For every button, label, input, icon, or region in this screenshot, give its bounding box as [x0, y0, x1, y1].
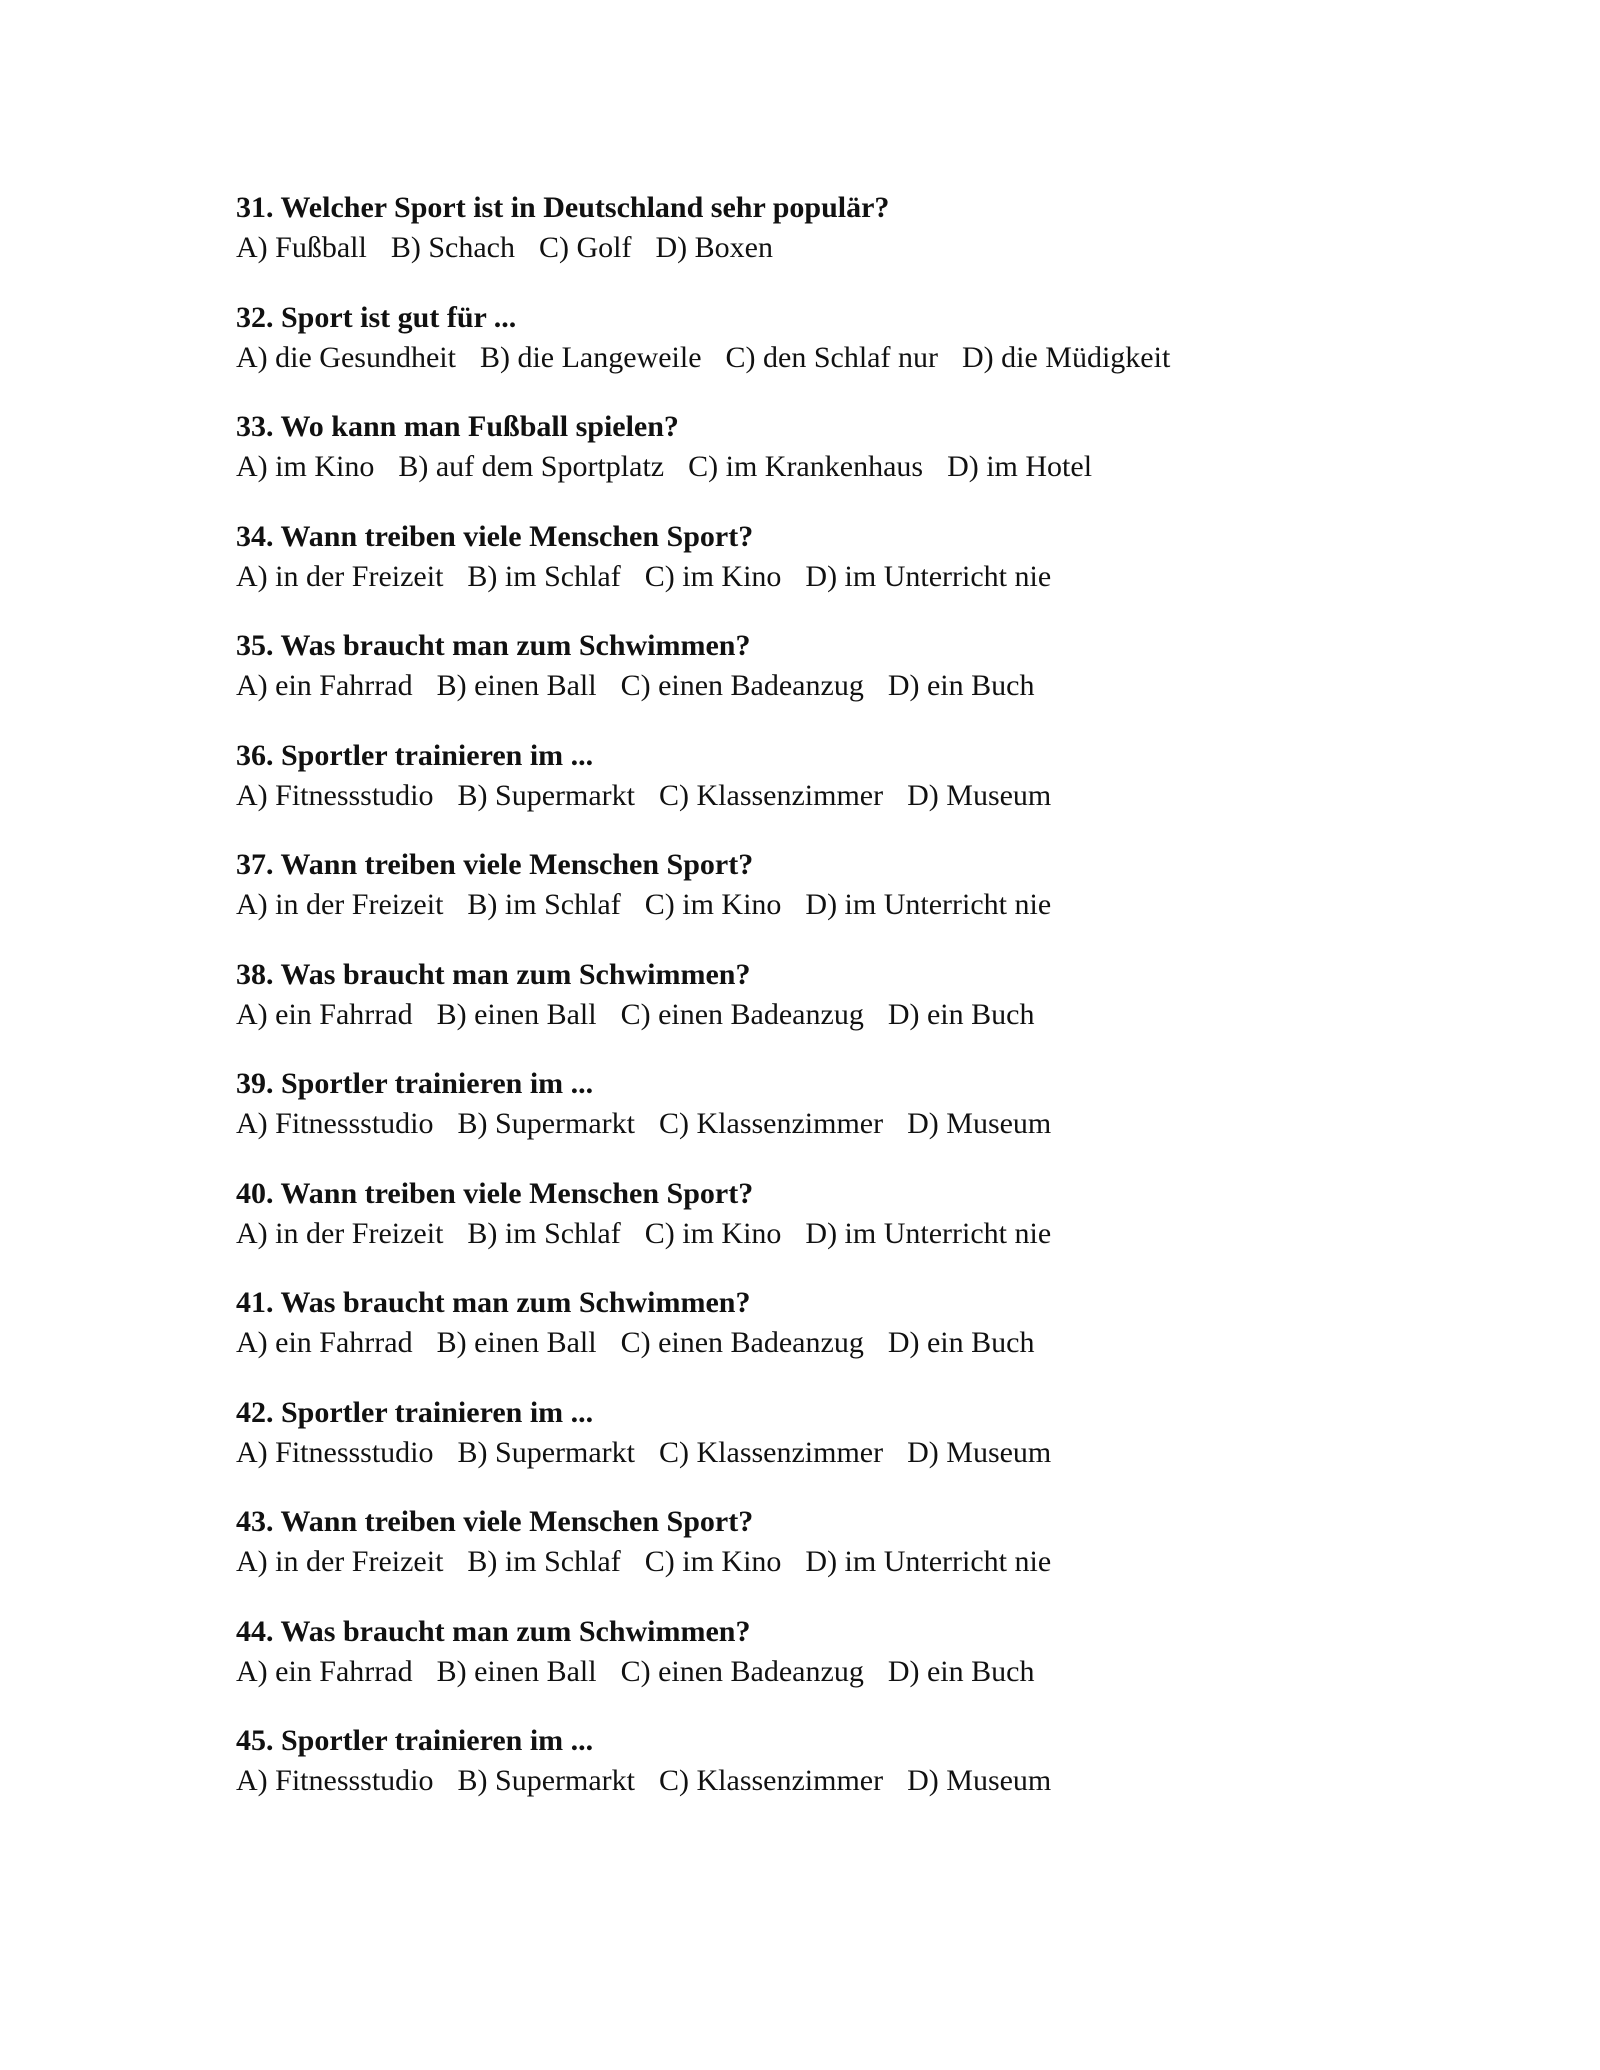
option-c: C) Klassenzimmer [659, 1435, 884, 1469]
option-a: A) Fußball [236, 231, 367, 264]
answer-options [236, 447, 1416, 487]
question-item [236, 736, 1416, 846]
option-b: B) Supermarkt [457, 1764, 635, 1797]
option-c: C) Klassenzimmer [659, 778, 884, 812]
option-d: D) ein Buch [887, 669, 1035, 702]
option-b: B) Supermarkt [457, 1107, 635, 1140]
question-title: 38. Was braucht man zum Schwimmen? [236, 957, 751, 991]
option-c: C) einen Badeanzug [620, 997, 864, 1031]
option-c: C) einen Badeanzug [620, 1654, 864, 1688]
option-d: D) im Hotel [947, 450, 1093, 483]
answer-options [236, 1761, 1416, 1801]
answer-options [236, 1104, 1416, 1144]
question-title: 40. Wann treiben viele Menschen Sport? [236, 1176, 754, 1210]
question-title: 31. Welcher Sport ist in Deutschland sehr populär? [236, 191, 890, 224]
answer-options [236, 885, 1416, 925]
answer-options [236, 1652, 1416, 1692]
question-title: 44. Was braucht man zum Schwimmen? [236, 1614, 751, 1648]
option-a: A) die Gesundheit [236, 340, 456, 374]
answer-options [236, 557, 1416, 597]
option-b: B) im Schlaf [467, 1216, 621, 1250]
option-c: C) einen Badeanzug [620, 1326, 864, 1359]
option-c: C) Golf [538, 231, 632, 264]
option-c: C) im Kino [644, 888, 782, 921]
option-d: D) im Unterricht nie [805, 888, 1052, 921]
option-a: A) Fitnessstudio [236, 1107, 434, 1140]
option-b: B) Supermarkt [457, 1435, 635, 1469]
question-item [236, 407, 1416, 517]
question-title: 34. Wann treiben viele Menschen Sport? [236, 519, 754, 553]
question-title: 41. Was braucht man zum Schwimmen? [236, 1286, 751, 1319]
answer-options [236, 776, 1416, 816]
option-b: B) Supermarkt [457, 778, 635, 812]
option-d: D) Museum [907, 1764, 1052, 1797]
question-item [236, 517, 1416, 627]
question-title: 42. Sportler trainieren im ... [236, 1395, 594, 1429]
option-b: B) Schach [390, 231, 515, 264]
option-d: D) im Unterricht nie [805, 1545, 1052, 1578]
option-b: B) die Langeweile [479, 340, 702, 374]
question-item [236, 188, 1416, 298]
question-title: 43. Wann treiben viele Menschen Sport? [236, 1505, 754, 1538]
option-a: A) in der Freizeit [236, 1216, 444, 1250]
answer-options [236, 228, 1416, 268]
option-a: A) in der Freizeit [236, 559, 444, 593]
question-item [236, 1064, 1416, 1174]
option-d: D) Museum [907, 1107, 1052, 1140]
question-item [236, 1174, 1416, 1284]
question-title: 37. Wann treiben viele Menschen Sport? [236, 848, 754, 881]
question-list [236, 188, 1416, 1831]
answer-options [236, 1214, 1416, 1254]
option-c: C) im Krankenhaus [688, 450, 924, 483]
question-item [236, 955, 1416, 1065]
option-a: A) Fitnessstudio [236, 1435, 434, 1469]
question-item [236, 1721, 1416, 1831]
option-b: B) einen Ball [436, 1654, 597, 1688]
option-a: A) ein Fahrrad [236, 997, 413, 1031]
option-d: D) ein Buch [887, 1654, 1035, 1688]
answer-options [236, 1433, 1416, 1473]
question-item [236, 1502, 1416, 1612]
answer-options [236, 1323, 1416, 1363]
question-item [236, 1393, 1416, 1503]
option-b: B) auf dem Sportplatz [398, 450, 665, 483]
option-a: A) ein Fahrrad [236, 1654, 413, 1688]
option-a: A) Fitnessstudio [236, 778, 434, 812]
option-b: B) im Schlaf [467, 1545, 621, 1578]
option-c: C) einen Badeanzug [620, 669, 864, 702]
option-d: D) ein Buch [887, 997, 1035, 1031]
option-c: C) im Kino [644, 1216, 782, 1250]
option-d: D) die Müdigkeit [961, 340, 1171, 374]
question-item [236, 298, 1416, 408]
option-b: B) einen Ball [436, 1326, 597, 1359]
option-c: C) im Kino [644, 559, 782, 593]
option-c: C) den Schlaf nur [725, 340, 938, 374]
question-title: 32. Sport ist gut für ... [236, 300, 517, 334]
question-item [236, 1283, 1416, 1393]
option-d: D) ein Buch [887, 1326, 1035, 1359]
option-d: D) Museum [907, 1435, 1052, 1469]
option-b: B) im Schlaf [467, 559, 621, 593]
question-item [236, 626, 1416, 736]
option-c: C) Klassenzimmer [659, 1107, 884, 1140]
option-a: A) in der Freizeit [236, 1545, 444, 1578]
question-title: 33. Wo kann man Fußball spielen? [236, 410, 679, 443]
answer-options [236, 1542, 1416, 1582]
answer-options [236, 338, 1416, 378]
option-d: D) im Unterricht nie [805, 559, 1052, 593]
option-d: D) Boxen [655, 231, 773, 264]
answer-options [236, 995, 1416, 1035]
option-d: D) Museum [907, 778, 1052, 812]
option-a: A) im Kino [236, 450, 375, 483]
option-a: A) ein Fahrrad [236, 669, 413, 702]
option-a: A) ein Fahrrad [236, 1326, 413, 1359]
question-title: 35. Was braucht man zum Schwimmen? [236, 629, 751, 662]
option-c: C) Klassenzimmer [659, 1764, 884, 1797]
option-a: A) Fitnessstudio [236, 1764, 434, 1797]
question-title: 45. Sportler trainieren im ... [236, 1724, 594, 1757]
option-b: B) im Schlaf [467, 888, 621, 921]
answer-options [236, 666, 1416, 706]
question-item [236, 845, 1416, 955]
option-d: D) im Unterricht nie [805, 1216, 1052, 1250]
option-c: C) im Kino [644, 1545, 782, 1578]
question-item [236, 1612, 1416, 1722]
option-a: A) in der Freizeit [236, 888, 444, 921]
option-b: B) einen Ball [436, 669, 597, 702]
question-title: 39. Sportler trainieren im ... [236, 1067, 594, 1100]
question-title: 36. Sportler trainieren im ... [236, 738, 594, 772]
option-b: B) einen Ball [436, 997, 597, 1031]
